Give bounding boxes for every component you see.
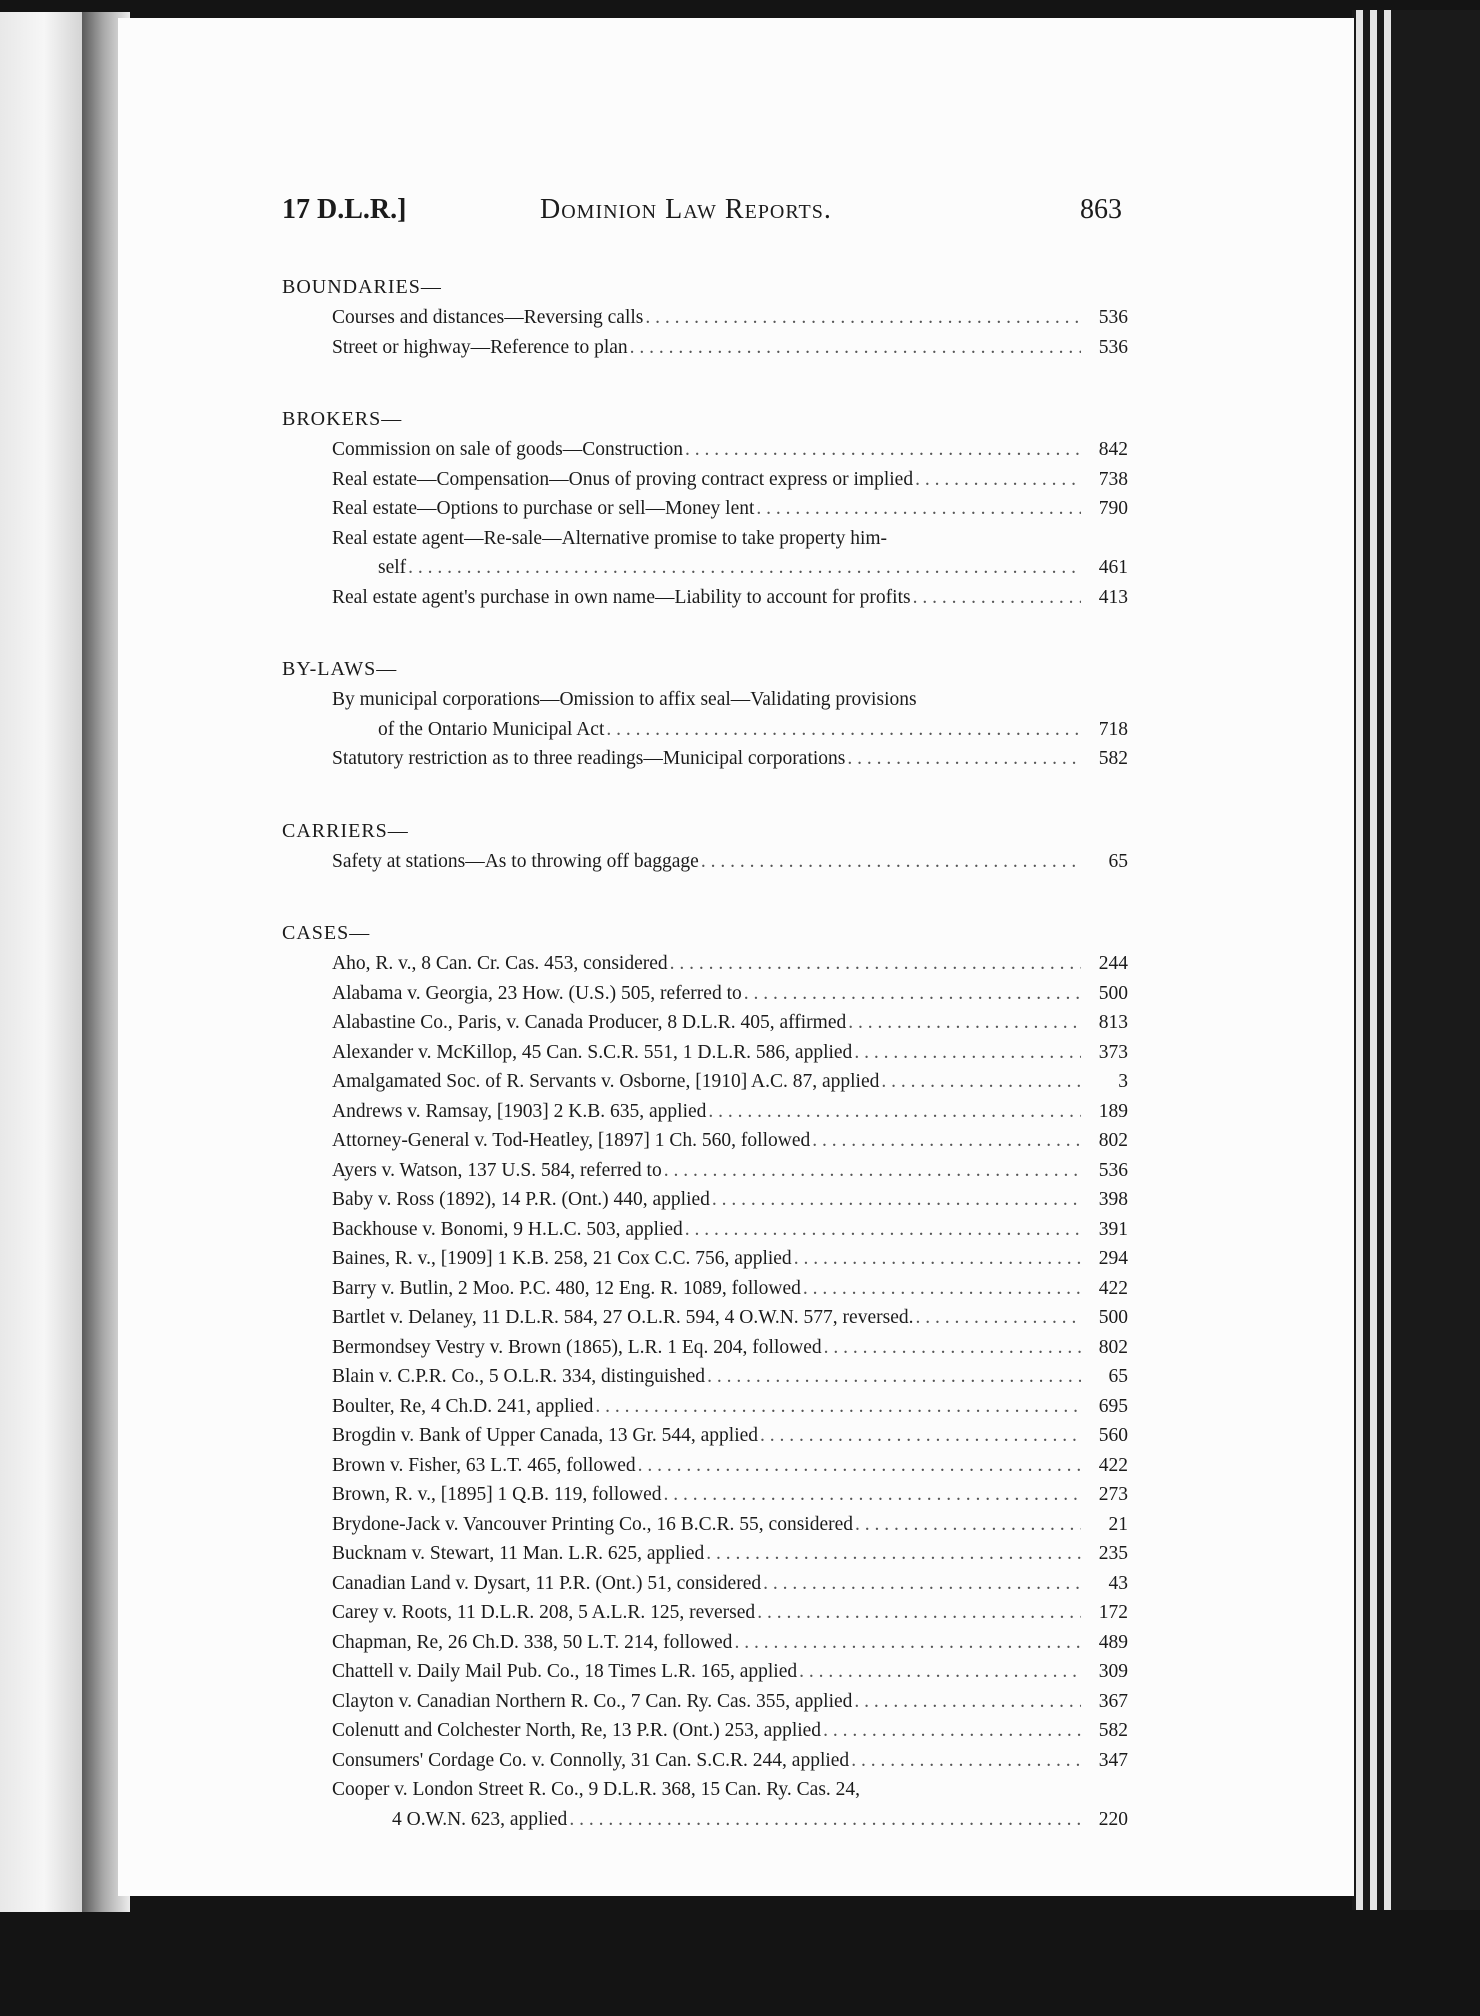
- dot-leader: [757, 1598, 1081, 1628]
- entry-page-number: 65: [1108, 850, 1128, 872]
- index-entry: [282, 715, 1128, 745]
- dot-leader: [803, 1274, 1081, 1304]
- entry-page-number: 802: [1098, 1130, 1128, 1151]
- entry-text: Brown v. Fisher, 63 L.T. 465, followed: [332, 1454, 636, 1476]
- index-entry: [282, 1421, 1128, 1451]
- index-entry-line: Real estate agent—Re-sale—Alternative promise to take property him-: [332, 527, 888, 549]
- index-entry: [282, 1126, 1128, 1156]
- dot-leader: [708, 1097, 1081, 1127]
- index-entry: [282, 435, 1128, 465]
- entry-text: Andrews v. Ramsay, [1903] 2 K.B. 635, applied: [332, 1100, 707, 1122]
- index-entry: [282, 1657, 1128, 1687]
- index-entry: [282, 333, 1128, 363]
- section-heading: CARRIERS—: [282, 819, 409, 842]
- dot-leader: [630, 333, 1081, 363]
- dot-leader: [799, 1657, 1081, 1687]
- entry-page-number: 3: [1118, 1071, 1128, 1092]
- dot-leader: [606, 715, 1081, 745]
- index-entry: [282, 1008, 1128, 1038]
- dot-leader: [824, 1333, 1081, 1363]
- volume-reference: 17 D.L.R.]: [282, 194, 407, 225]
- dot-leader: [915, 465, 1081, 495]
- dot-leader: [794, 1244, 1081, 1274]
- index-entry: [282, 1598, 1128, 1628]
- entry-page-number: 536: [1098, 1159, 1128, 1181]
- entry-text: Safety at stations—As to throwing off baggage: [332, 850, 699, 872]
- section-brokers: [282, 406, 1128, 612]
- dot-leader: [670, 949, 1081, 979]
- dot-leader: [854, 1038, 1081, 1068]
- entry-page-number: 422: [1098, 1454, 1128, 1476]
- index-entry: [282, 1539, 1128, 1569]
- entry-text: 4 O.W.N. 623, applied: [392, 1808, 568, 1830]
- section-by-laws: [282, 656, 1128, 774]
- page-title: Dominion Law Reports.: [540, 194, 832, 225]
- entry-page-number: 500: [1098, 1307, 1128, 1328]
- dot-leader: [638, 1451, 1081, 1481]
- dot-leader: [855, 1510, 1081, 1540]
- entry-page-number: 582: [1098, 748, 1128, 769]
- entry-text: Amalgamated Soc. of R. Servants v. Osborne, [1910] A.C. 87, applied: [332, 1071, 880, 1092]
- entry-text: Alabama v. Georgia, 23 How. (U.S.) 505, referred to: [332, 982, 742, 1004]
- entry-text: Carey v. Roots, 11 D.L.R. 208, 5 A.L.R. 125, reversed: [332, 1602, 756, 1623]
- section-heading: BOUNDARIES—: [282, 276, 442, 298]
- entry-page-number: 813: [1098, 1012, 1128, 1033]
- index-entry: [282, 1038, 1128, 1068]
- entry-text: Consumers' Cordage Co. v. Connolly, 31 Can. S.C.R. 244, applied: [332, 1749, 850, 1771]
- entry-page-number: 347: [1098, 1749, 1128, 1771]
- index-entry: [282, 1569, 1128, 1599]
- entry-text: Chapman, Re, 26 Ch.D. 338, 50 L.T. 214, followed: [332, 1631, 733, 1653]
- entry-text: Baines, R. v., [1909] 1 K.B. 258, 21 Cox C.C. 756, applied: [332, 1248, 792, 1269]
- entry-text: Alexander v. McKillop, 45 Can. S.C.R. 551, 1 D.L.R. 586, applied: [332, 1041, 853, 1063]
- entry-page-number: 560: [1098, 1425, 1128, 1446]
- entry-page-number: 695: [1098, 1395, 1128, 1417]
- dot-leader: [756, 494, 1081, 524]
- entry-text: Backhouse v. Bonomi, 9 H.L.C. 503, applied: [332, 1218, 683, 1240]
- entry-text: Statutory restriction as to three readings—Municipal corporations: [332, 748, 846, 769]
- entry-text: Canadian Land v. Dysart, 11 P.R. (Ont.) 51, considered: [332, 1572, 762, 1594]
- index-entry: [282, 1156, 1128, 1186]
- entry-text: Commission on sale of goods—Construction: [332, 439, 683, 460]
- index-entry: [282, 1628, 1128, 1658]
- entry-page-number: 738: [1098, 468, 1128, 490]
- entry-page-number: 461: [1098, 557, 1128, 578]
- index-entry: [282, 1362, 1128, 1392]
- entry-page-number: 294: [1098, 1248, 1128, 1269]
- section-boundaries: [282, 274, 1128, 362]
- index-entry: [282, 1215, 1128, 1245]
- index-entry: [282, 1333, 1128, 1363]
- index-entry: [282, 494, 1128, 524]
- section-heading: BY-LAWS—: [282, 658, 398, 680]
- entry-text: of the Ontario Municipal Act: [378, 718, 605, 740]
- dot-leader: [854, 1687, 1081, 1717]
- entry-page-number: 189: [1098, 1100, 1128, 1122]
- entry-page-number: 367: [1098, 1690, 1128, 1712]
- index-entry: [282, 979, 1128, 1009]
- index-entry-line: Cooper v. London Street R. Co., 9 D.L.R. 368, 15 Can. Ry. Cas. 24,: [332, 1779, 861, 1800]
- entry-page-number: 244: [1098, 953, 1128, 974]
- dot-leader: [847, 744, 1081, 774]
- entry-page-number: 21: [1108, 1513, 1128, 1535]
- entry-text: self: [378, 557, 407, 578]
- section-cases: [282, 920, 1128, 1834]
- index-content: [282, 274, 1128, 1878]
- dot-leader: [685, 1215, 1081, 1245]
- entry-text: Real estate agent's purchase in own name—Liability to account for profits: [332, 586, 911, 608]
- entry-page-number: 718: [1098, 718, 1128, 740]
- entry-page-number: 422: [1098, 1277, 1128, 1299]
- dot-leader: [915, 1303, 1081, 1333]
- dot-leader: [881, 1067, 1081, 1097]
- entry-page-number: 65: [1108, 1366, 1128, 1387]
- index-entry: [282, 1185, 1128, 1215]
- dot-leader: [569, 1805, 1081, 1835]
- index-entry: [282, 1451, 1128, 1481]
- entry-page-number: 273: [1098, 1484, 1128, 1505]
- dot-leader: [812, 1126, 1081, 1156]
- entry-text: Courses and distances—Reversing calls: [332, 307, 644, 328]
- entry-text: Real estate—Options to purchase or sell—Money lent: [332, 498, 755, 519]
- book-page: [118, 18, 1354, 1896]
- entry-text: Clayton v. Canadian Northern R. Co., 7 Can. Ry. Cas. 355, applied: [332, 1690, 853, 1712]
- dot-leader: [645, 303, 1081, 333]
- entry-page-number: 413: [1098, 586, 1128, 608]
- entry-page-number: 790: [1098, 498, 1128, 519]
- index-entry: [282, 949, 1128, 979]
- entry-text: Real estate—Compensation—Onus of proving contract express or implied: [332, 468, 914, 490]
- section-carriers: [282, 818, 1128, 877]
- dot-leader: [664, 1156, 1081, 1186]
- entry-page-number: 802: [1098, 1336, 1128, 1358]
- dot-leader: [851, 1746, 1081, 1776]
- section-heading: BROKERS—: [282, 408, 403, 430]
- index-entry: [282, 1274, 1128, 1304]
- index-entry: [282, 1687, 1128, 1717]
- running-header: [118, 194, 1354, 234]
- entry-text: Baby v. Ross (1892), 14 P.R. (Ont.) 440, applied: [332, 1189, 710, 1210]
- entry-text: Bermondsey Vestry v. Brown (1865), L.R. 1 Eq. 204, followed: [332, 1336, 822, 1358]
- entry-text: Brydone-Jack v. Vancouver Printing Co., 16 B.C.R. 55, considered: [332, 1513, 854, 1535]
- entry-text: Colenutt and Colchester North, Re, 13 P.R. (Ont.) 253, applied: [332, 1720, 822, 1741]
- entry-page-number: 43: [1108, 1572, 1128, 1594]
- entry-text: Ayers v. Watson, 137 U.S. 584, referred to: [332, 1159, 662, 1181]
- dot-leader: [848, 1008, 1081, 1038]
- dot-leader: [408, 553, 1081, 583]
- entry-text: Attorney-General v. Tod-Heatley, [1897] 1 Ch. 560, followed: [332, 1130, 811, 1151]
- entry-text: Alabastine Co., Paris, v. Canada Producer, 8 D.L.R. 405, affirmed: [332, 1012, 847, 1033]
- entry-text: Brown, R. v., [1895] 1 Q.B. 119, followed: [332, 1484, 662, 1505]
- index-entry: [282, 303, 1128, 333]
- entry-page-number: 235: [1098, 1543, 1128, 1564]
- index-entry: [282, 1746, 1128, 1776]
- entry-text: Bucknam v. Stewart, 11 Man. L.R. 625, applied: [332, 1543, 705, 1564]
- entry-page-number: 220: [1098, 1808, 1128, 1830]
- index-entry: [282, 1716, 1128, 1746]
- dot-leader: [734, 1628, 1081, 1658]
- dot-leader: [744, 979, 1081, 1009]
- index-entry: [282, 744, 1128, 774]
- index-entry: [282, 1480, 1128, 1510]
- dot-leader: [664, 1480, 1082, 1510]
- index-entry-line: By municipal corporations—Omission to affix seal—Validating provisions: [332, 689, 917, 710]
- left-page-edge: [0, 12, 88, 1912]
- entry-page-number: 582: [1098, 1720, 1128, 1741]
- index-entry: [282, 553, 1128, 583]
- page-number: 863: [1080, 194, 1122, 225]
- entry-page-number: 536: [1098, 336, 1128, 358]
- index-entry: [282, 465, 1128, 495]
- entry-text: Aho, R. v., 8 Can. Cr. Cas. 453, considered: [332, 953, 668, 974]
- index-entry: [282, 1392, 1128, 1422]
- index-entry: [282, 1097, 1128, 1127]
- entry-text: Blain v. C.P.R. Co., 5 O.L.R. 334, distinguished: [332, 1366, 706, 1387]
- dot-leader: [763, 1569, 1081, 1599]
- entry-page-number: 172: [1098, 1602, 1128, 1623]
- index-entry: [282, 1067, 1128, 1097]
- entry-text: Boulter, Re, 4 Ch.D. 241, applied: [332, 1395, 594, 1417]
- entry-text: Chattell v. Daily Mail Pub. Co., 18 Times L.R. 165, applied: [332, 1661, 798, 1682]
- page-stack-edge: [1352, 10, 1480, 1910]
- entry-page-number: 500: [1098, 982, 1128, 1004]
- entry-text: Barry v. Butlin, 2 Moo. P.C. 480, 12 Eng. R. 1089, followed: [332, 1277, 801, 1299]
- entry-page-number: 309: [1098, 1661, 1128, 1682]
- entry-page-number: 536: [1098, 307, 1128, 328]
- entry-page-number: 842: [1098, 439, 1128, 460]
- dot-leader: [760, 1421, 1081, 1451]
- dot-leader: [712, 1185, 1081, 1215]
- entry-page-number: 398: [1098, 1189, 1128, 1210]
- dot-leader: [595, 1392, 1081, 1422]
- index-entry: [282, 583, 1128, 613]
- section-heading: CASES—: [282, 922, 371, 944]
- dot-leader: [701, 847, 1081, 877]
- index-entry: [282, 1510, 1128, 1540]
- index-entry: [282, 1303, 1128, 1333]
- index-entry: [282, 1805, 1128, 1835]
- dot-leader: [706, 1539, 1081, 1569]
- index-entry: [282, 1244, 1128, 1274]
- dot-leader: [913, 583, 1081, 613]
- entry-text: Brogdin v. Bank of Upper Canada, 13 Gr. 544, applied: [332, 1425, 759, 1446]
- index-entry: [282, 847, 1128, 877]
- entry-text: Bartlet v. Delaney, 11 D.L.R. 584, 27 O.L.R. 594, 4 O.W.N. 577, reversed.: [332, 1307, 914, 1328]
- entry-page-number: 373: [1098, 1041, 1128, 1063]
- dot-leader: [823, 1716, 1081, 1746]
- entry-page-number: 391: [1098, 1218, 1128, 1240]
- entry-page-number: 489: [1098, 1631, 1128, 1653]
- dot-leader: [685, 435, 1081, 465]
- dot-leader: [707, 1362, 1081, 1392]
- entry-text: Street or highway—Reference to plan: [332, 336, 628, 358]
